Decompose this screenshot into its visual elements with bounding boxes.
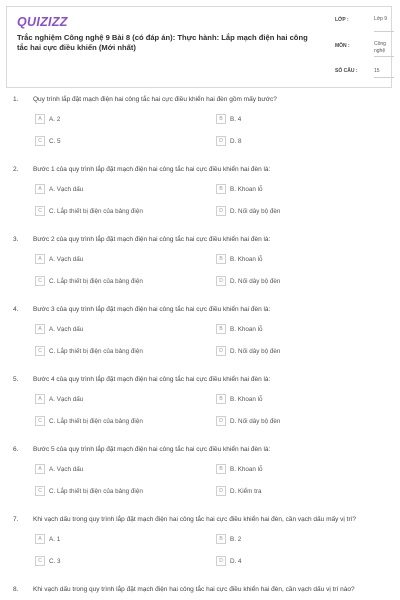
option-letter-box: B xyxy=(216,254,226,264)
option-letter-box: D xyxy=(216,556,226,566)
option-c[interactable] xyxy=(35,275,143,287)
option-text: A. Vạch dấu xyxy=(49,325,84,333)
option-text: D. Nối dây bộ đèn xyxy=(230,417,281,425)
option-letter-box: D xyxy=(216,416,226,426)
option-text: D. Kiểm tra xyxy=(230,487,262,495)
option-a[interactable] xyxy=(35,463,83,475)
option-text: B. Khoan lỗ xyxy=(230,255,263,263)
option-d[interactable] xyxy=(216,485,262,497)
option-letter-box: B xyxy=(216,534,226,544)
option-d[interactable] xyxy=(216,555,242,567)
option-letter-box: A xyxy=(35,394,45,404)
option-text: B. 2 xyxy=(230,535,242,543)
option-text: A. Vạch dấu xyxy=(49,465,84,473)
option-text: D. 8 xyxy=(230,137,242,145)
option-text: A. 1 xyxy=(49,535,61,543)
option-text: B. 4 xyxy=(230,115,242,123)
option-text: D. Nối dây bộ đèn xyxy=(230,347,281,355)
option-letter-box: B xyxy=(216,324,226,334)
option-letter-box: C xyxy=(35,556,45,566)
option-text: B. Khoan lỗ xyxy=(230,395,263,403)
option-c[interactable] xyxy=(35,345,143,357)
option-letter-box: C xyxy=(35,346,45,356)
question-text: Bước 5 của quy trình lắp đặt mạch điện hai công tắc hai cực điều khiển hai đèn là: xyxy=(33,446,271,453)
option-text: D. 4 xyxy=(230,557,242,565)
option-text: C. Lắp thiết bị điện của bảng điện xyxy=(49,347,143,355)
option-letter-box: C xyxy=(35,486,45,496)
option-text: C. 3 xyxy=(49,557,61,565)
question-text: Bước 2 của quy trình lắp đặt mạch điện hai công tắc hai cực điều khiển hai đèn là: xyxy=(33,236,271,243)
class-underline xyxy=(374,31,394,32)
question-text: Khi vạch dấu trong quy trình lắp đặt mạch điện hai công tắc hai cực điều khiển hai đèn, cần vạch dấu mấy vị trí? xyxy=(33,516,357,523)
option-a[interactable] xyxy=(35,253,83,265)
option-letter-box: A xyxy=(35,324,45,334)
option-text: A. Vạch dấu xyxy=(49,395,84,403)
option-letter-box: B xyxy=(216,114,226,124)
option-letter-box: B xyxy=(216,464,226,474)
class-value: Lớp 9 xyxy=(374,16,388,22)
question-number: 6. xyxy=(13,446,19,453)
option-a[interactable] xyxy=(35,533,60,545)
option-text: C. Lắp thiết bị điện của bảng điện xyxy=(49,487,143,495)
option-text: D. Nối dây bộ đèn xyxy=(230,277,281,285)
option-letter-box: A xyxy=(35,114,45,124)
option-a[interactable] xyxy=(35,323,83,335)
option-text: C. Lắp thiết bị điện của bảng điện xyxy=(49,417,143,425)
option-c[interactable] xyxy=(35,555,61,567)
option-b[interactable] xyxy=(216,463,263,475)
option-d[interactable] xyxy=(216,205,280,217)
option-b[interactable] xyxy=(216,393,263,405)
option-text: A. Vạch dấu xyxy=(49,185,84,193)
question-number: 5. xyxy=(13,376,19,383)
option-letter-box: C xyxy=(35,206,45,216)
option-c[interactable] xyxy=(35,485,143,497)
option-b[interactable] xyxy=(216,533,241,545)
subject-underline xyxy=(374,56,394,57)
option-c[interactable] xyxy=(35,415,143,427)
option-b[interactable] xyxy=(216,323,263,335)
option-letter-box: D xyxy=(216,346,226,356)
question-text: Bước 3 của quy trình lắp đặt mạch điện hai công tắc hai cực điều khiển hai đèn là: xyxy=(33,306,271,313)
option-letter-box: D xyxy=(216,136,226,146)
option-text: B. Khoan lỗ xyxy=(230,325,263,333)
question-number: 4. xyxy=(13,306,19,313)
count-underline xyxy=(374,77,394,78)
option-text: B. Khoan lỗ xyxy=(230,185,263,193)
option-text: A. Vạch dấu xyxy=(49,255,84,263)
option-b[interactable] xyxy=(216,183,263,195)
option-b[interactable] xyxy=(216,253,263,265)
option-d[interactable] xyxy=(216,135,242,147)
option-letter-box: B xyxy=(216,394,226,404)
count-value: 15 xyxy=(374,68,380,74)
option-letter-box: B xyxy=(216,184,226,194)
option-text: A. 2 xyxy=(49,115,61,123)
option-text: C. Lắp thiết bị điện của bảng điện xyxy=(49,277,143,285)
option-text: C. 5 xyxy=(49,137,61,145)
question-text: Bước 4 của quy trình lắp đặt mạch điện hai công tắc hai cực điều khiển hai đèn là: xyxy=(33,376,271,383)
question-number: 2. xyxy=(13,166,19,173)
option-letter-box: C xyxy=(35,136,45,146)
option-letter-box: C xyxy=(35,416,45,426)
subject-label: MÔN : xyxy=(335,43,350,49)
option-b[interactable] xyxy=(216,113,241,125)
worksheet-header xyxy=(6,6,392,88)
option-d[interactable] xyxy=(216,415,280,427)
option-letter-box: D xyxy=(216,276,226,286)
question-text: Bước 1 của quy trình lắp đặt mạch điện hai công tắc hai cực điều khiển hai đèn là: xyxy=(33,166,271,173)
quizizz-logo: QUIZIZZ xyxy=(17,15,68,29)
question-number: 8. xyxy=(13,586,19,593)
option-letter-box: A xyxy=(35,184,45,194)
option-letter-box: D xyxy=(216,486,226,496)
option-text: D. Nối dây bộ đèn xyxy=(230,207,281,215)
option-c[interactable] xyxy=(35,135,61,147)
option-a[interactable] xyxy=(35,393,83,405)
class-label: LỚP : xyxy=(335,17,349,23)
option-letter-box: D xyxy=(216,206,226,216)
option-d[interactable] xyxy=(216,345,280,357)
option-letter-box: A xyxy=(35,464,45,474)
option-letter-box: C xyxy=(35,276,45,286)
question-text: Quy trình lắp đặt mạch điện hai công tắc hai cực điều khiển hai đèn gồm mấy bước? xyxy=(33,96,277,103)
worksheet-title: Trắc nghiệm Công nghệ 9 Bài 8 (có đáp án): Thực hành: Lắp mạch điện hai công tắc hai cực điều khiển (Mới nhất) xyxy=(17,33,308,52)
option-letter-box: A xyxy=(35,534,45,544)
option-text: B. Khoan lỗ xyxy=(230,465,263,473)
question-number: 3. xyxy=(13,236,19,243)
subject-value: Công nghệ xyxy=(374,41,386,54)
option-a[interactable] xyxy=(35,183,83,195)
option-c[interactable] xyxy=(35,205,143,217)
count-label: SỐ CÂU : xyxy=(335,68,358,74)
question-number: 1. xyxy=(13,96,19,103)
option-a[interactable] xyxy=(35,113,60,125)
option-d[interactable] xyxy=(216,275,280,287)
option-text: C. Lắp thiết bị điện của bảng điện xyxy=(49,207,143,215)
option-letter-box: A xyxy=(35,254,45,264)
question-number: 7. xyxy=(13,516,19,523)
question-text: Khi vạch dấu trong quy trình lắp đặt mạch điện hai công tắc hai cực điều khiển hai đèn, cần vạch dấu vị trí nào? xyxy=(33,586,355,593)
